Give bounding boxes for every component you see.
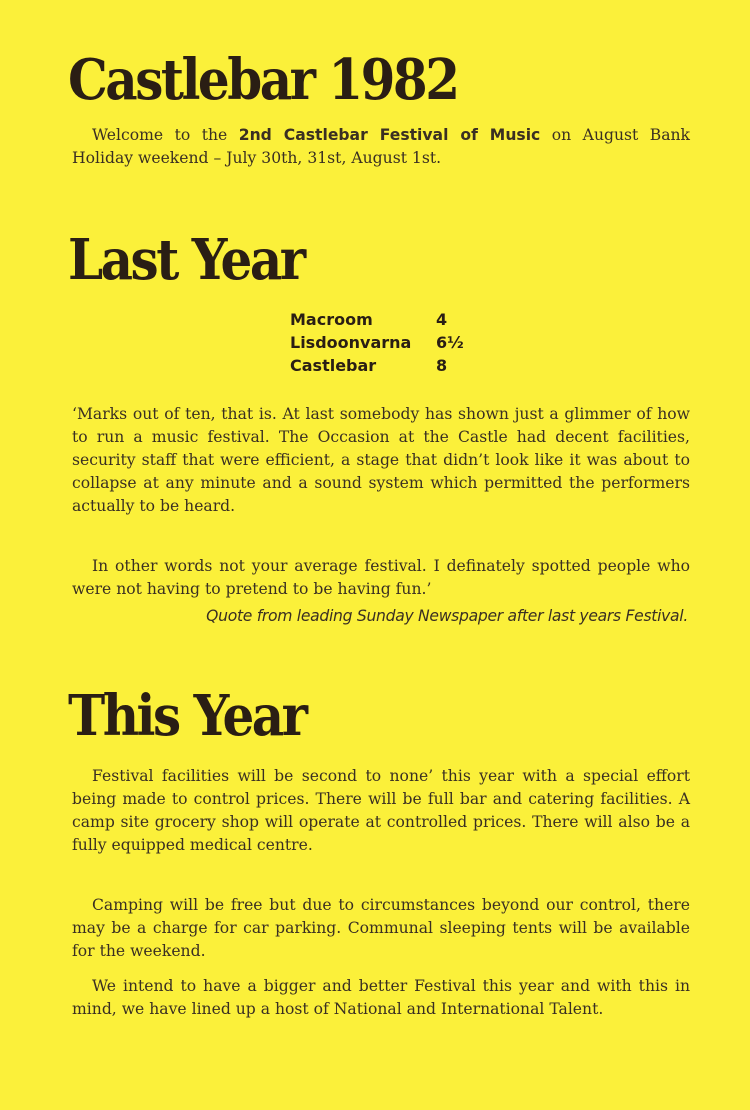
review-paragraph-1: ‘Marks out of ten, that is. At last somebody has shown just a glimmer of how to run a music festival. The Occasion at the Castle had decent facilities, security staff that were efficient, a stage that didn’t look like it was about to collapse at any minute and a sound system which permitted the performers actually to be heard. bbox=[72, 405, 690, 515]
rating-row bbox=[290, 354, 464, 377]
ratings-table bbox=[290, 308, 464, 377]
this-year-heading: This Year bbox=[68, 682, 306, 749]
rating-score: 8 bbox=[436, 356, 448, 375]
rating-row bbox=[290, 308, 464, 331]
rating-score: 4 bbox=[436, 310, 448, 329]
intro-text-end: on August Bank Holiday weekend – July 30th, 31st, August 1st. bbox=[72, 126, 691, 167]
rating-row bbox=[290, 331, 464, 354]
festival-name: 2nd Castlebar Festival of Music bbox=[238, 126, 541, 144]
facilities-paragraph: Festival facilities will be second to none’ this year with a special effort being made to control prices. There will be full bar and catering facilities. A camp site grocery shop will operate at controlled prices. There will also be a fully equipped medical centre. bbox=[72, 767, 690, 854]
rating-festival-name: Macroom bbox=[290, 310, 373, 329]
review-paragraph-2: In other words not your average festival. I definately spotted people who were not having to pretend to be having fun.’ bbox=[72, 557, 690, 598]
rating-festival-name: Lisdoonvarna bbox=[290, 333, 412, 352]
intro-paragraph bbox=[72, 124, 690, 170]
camping-paragraph: Camping will be free but due to circumstances beyond our control, there may be a charge for car parking. Communal sleeping tents will be available for the weekend. bbox=[72, 896, 690, 960]
rating-score: 6½ bbox=[436, 333, 464, 352]
quote-attribution: Quote from leading Sunday Newspaper after last years Festival. bbox=[206, 607, 688, 625]
intro-text-start: Welcome to the bbox=[92, 126, 239, 144]
page-title: Castlebar 1982 bbox=[68, 46, 458, 113]
talent-paragraph: We intend to have a bigger and better Festival this year and with this in mind, we have lined up a host of National and International Talent. bbox=[72, 977, 690, 1018]
last-year-heading: Last Year bbox=[68, 226, 304, 293]
rating-festival-name: Castlebar bbox=[290, 356, 377, 375]
